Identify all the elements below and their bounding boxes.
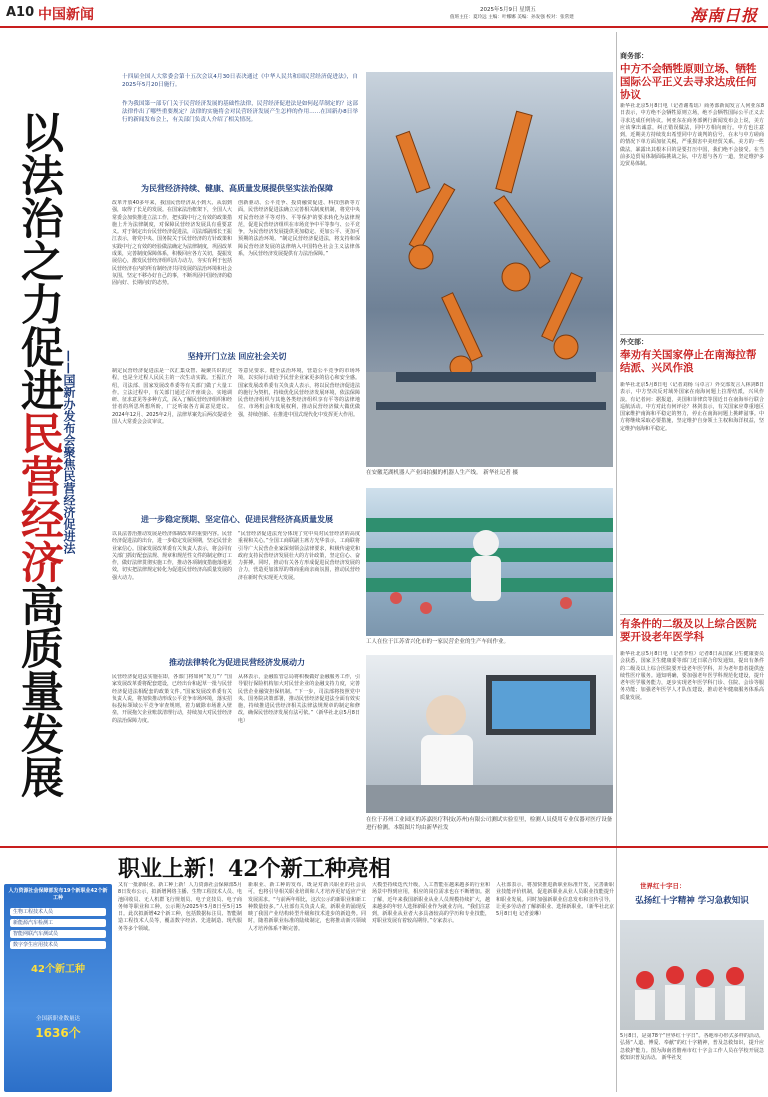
training-illustration xyxy=(620,920,764,1030)
masthead-logo: 海南日报 xyxy=(690,6,759,25)
lead-col8-body: 从林表示，金融监管总局将积极做好金融服务工作，引导银行保险机构加大对民营企业的金融支持力度，完善民营企业融资担保机制。“下一步，司法部将按照党中央、国务院决策部署，推动民营经济促进法全面有效实施，持续推进民营经济相关法律法规规章的制定和修改，确保民营经济发展有法可依。”（新华社北京5月8日电） xyxy=(238,674,360,724)
article-3-body: 新华社北京5月8日电（记者李恒）记者8日从国家卫生健康委员会获悉，国家卫生健康委等部门近日联合印发通知，提出有条件的二级及以上综合医院要开设老年医学科，并为老年患者提供连续性医疗服务。通知明确，要加强老年医学科规范化建设，提升老年医学服务能力，逐步实现老年医学科门诊、住院、会诊等服务功能；加强老年医学人才队伍建设，推动老年健康服务体系高质量发展。 xyxy=(620,651,764,701)
production-line-illustration xyxy=(366,488,613,636)
article-2-headline: 奉劝有关国家停止在南海拉帮结派、兴风作浪 xyxy=(620,349,757,374)
lab-photo-caption: 在位于苏州工业园区的苏嘉医疗科技(苏州)有限公司测试实验室里，检测人员使用专业仪器对医疗设备进行检测。本版图片均由新华社发 xyxy=(366,817,613,831)
infographic-title: 人力资源社会保障部发布19个新职业42个新工种 xyxy=(8,888,108,901)
robot-photo-caption: 在安徽芜湖机器人产业园拍摄的机器人生产线。 新华社记者 摄 xyxy=(366,470,518,476)
lead-subhead-4: 推动法律转化为促进民营经济发展动力 xyxy=(169,658,305,667)
lead-col3-body: 制定民营经济促进法是一次汇集众智、凝聚共识的过程，也是全过程人民民主的一次生动实践。王振江介绍，司法部、国家发展改革委等有关部门做了大量工作。立法过程中，有关部门通过召开座谈会、实地调研、征求意见等多种方式，深入了解民营经济组织和经营者的所思所想所盼，广泛听取各方面意见建议。2024年12月、2025年2月，法律草案先后两次提请全国人大常委会会议审议。 xyxy=(112,368,232,426)
right-rule-2 xyxy=(620,614,764,615)
article-3-headline: 有条件的二级及以上综合医院要开设老年医学科 xyxy=(620,618,757,643)
infographic-item-3: 智能网联汽车测试员 xyxy=(10,930,106,938)
article-1-headline: 中方不会牺牲原则立场、牺牲国际公平正义去寻求达成任何协议 xyxy=(620,63,757,101)
lead-headline xyxy=(4,110,62,798)
section-title: 中国新闻 xyxy=(38,7,94,23)
infographic-total: 1636个 xyxy=(35,1026,81,1040)
new-jobs-infographic xyxy=(4,884,112,1092)
right-rule-1 xyxy=(620,334,764,335)
lead-intro-2: 作为我国第一部专门关于民营经济发展的基础性法律，民营经济促进法是如何起草制定的？这部法律作出了哪些重要规定？法律的实施将会对民营经济发展产生怎样的作用……在国新办8日举行的新闻发布会上，有关部门负责人介绍了相关情况。 xyxy=(122,101,358,123)
masthead xyxy=(0,0,768,28)
redcross-caption: 5月8日，是第78个“世界红十字日”。各地举办形式多样的活动，弘扬“人道、博爱、奉献”的红十字精神，普及急救知识，提升应急救护能力。图为海南省儋州市红十字会工作人员在学校开展急救知识普及活动。 新华社发 xyxy=(620,1033,764,1061)
lead-col1-body: 改革开放40多年来，我国民营经济从小到大、从弱到强，取得了长足的发展。在国家法治框架下，全国人大常委会加快推进立法工作，把实践中行之有效的政策措施上升为法律制度，对保障民营经济发展具有重要意义。对于制定出台民营经济促进法，司法部副部长王振江表示，将党中央、国务院关于民营经济的方针政策和实践中行之有效的经验做法确定为法律制度，巩固改革成果，完善制度保障体系，积极回应各方关切，提振发展信心，激发民营经济组织活力动力，夯实有利于包括民营经济在内的所有制经济共同发展的法治环境和社会氛围，坚定不移办好自己的事，不断巩固中国经济的稳固向好、长期向好的态势。 xyxy=(112,200,232,287)
factory-photo-caption: 工人在位于江苏省兴化市的一家民营企业的生产车间作业。 xyxy=(366,639,510,645)
lab-testing-photo xyxy=(366,655,613,813)
infographic-count: 42个新工种 xyxy=(31,964,85,975)
redcross-kicker: 世界红十字日： xyxy=(640,882,686,890)
robot-assembly-photo xyxy=(366,72,613,467)
lead-kicker: ——国新办发布会聚焦民营经济促进法 xyxy=(62,350,76,554)
issue-date: 2025年5月9日 星期五 xyxy=(480,7,536,13)
bottom-col2-body: 新职业、新工种的发布，既是对新兴职业的社会认可，也将引导相关职业培训和人才培养更好适应产业发展需求。“与前两年相比，这次公示的新职业和新工种数量较多。”人社部有关负责人说，新职业的涌现反映了我国产业结构转型升级和技术进步的新趋势。同时，随着新职业标准的陆续制定，也将推动新兴领域人才培养体系不断完善。 xyxy=(248,882,366,932)
factory-worker-photo xyxy=(366,488,613,636)
headline-end: 高质量发展 xyxy=(14,583,64,798)
lead-col6-body: “民营经济促进法充分体现了党中央对民营经济的高度重视和关心。”全国工商联副主席方光华表示，工商联将引导广大民营企业家深刻领会法律要求，积极传递党和政府支持民营经济发展壮大的方针政策，坚定信心、奋力拼搏。同时，推动有关各方形成促进民营经济发展的合力，营造更加浓厚的尊商重商亲商氛围，推动民营经济在新时代实现更大发展。 xyxy=(238,531,360,581)
article-2-kicker: 外交部： xyxy=(620,338,648,346)
infographic-item-1: 生物工程技术人员 xyxy=(10,908,106,916)
lead-intro-1: 十四届全国人大常委会第十五次会议4月30日表决通过《中华人民共和国民营经济促进法》，自2025年5月20日施行。 xyxy=(122,74,358,88)
lead-col7-body: 民营经济促进法实施在即，各部门将如何“发力”？“国家发展改革委将配套建设，已经出台和起草一批与民营经济促进法相配套的政策文件。”国家发展改革委有关负责人说，将加快推动形成公平竞争市场环境，落实招标投标领域公平竞争审查规则，着力破除市场准入壁垒，开展拖欠企业账款清理行动，持续加大对民营经济的法治保障力度。 xyxy=(112,674,232,724)
lead-col5-body: 以良法善治推动发展是经济体制改革的重要内容。民营经济促进法的出台，进一步稳定发展预期，坚定民营企业家信心。国家发展改革委有关负责人表示，将会同有关部门抓好配套法规、规章和规范性文件的制定修订工作，做好法律贯彻实施工作，推动各项制度措施落地见效，切实把法律规定转化为促进民营经济高质量发展的强大动力。 xyxy=(112,531,232,581)
infographic-note: 全国新职业数量达 xyxy=(35,1016,80,1022)
article-1-kicker: 商务部： xyxy=(620,52,648,60)
editor-credits: 值班主任：夏玲远 主编：叶娜娜 美编：孙发强 校对：张常建 xyxy=(450,15,574,20)
lead-subhead-2: 坚持开门立法 回应社会关切 xyxy=(187,352,287,361)
masthead-rule xyxy=(0,26,768,28)
article-1-body: 新华社北京5月8日电（记者谢希瑶）商务部新闻发言人何亚东8日表示，中方绝不会牺牲原则立场，绝不会牺牲国际公平正义去寻求达成任何协议。何亚东在商务部例行新闻发布会上说，美方应该拿出诚意，纠正错误做法，同中方相向而行。中方也注意到，近期美方持续发出希望同中方谈判的信号，在未与中方磋商的情况下单方面加征关税，严重损害中美经贸关系。美方的一些做法，暴露出其根本目的是要打压中国，我们绝不会接受。在当前多边贸易体制面临挑战之际，中方愿与各方一道，坚定维护多边贸易体制。 xyxy=(620,103,764,168)
lead-col4-body: 等意见要求。健全法治环境，营造公平竞争的市场环境，以实际行动给予民营企业家更多的信心和安全感。国家发展改革委有关负责人表示，将以民营经济促进法的施行为契机，持续优化民营经济发展环境，依法保障民营经济组织与其他各类经济组织享有平等的法律地位、市场机会和发展权利，推动民营经济做大做优做强，持续创新、在推进中国式现代化中发挥更大作用。 xyxy=(238,368,360,418)
infographic-item-4: 数字孪生应用技术员 xyxy=(10,941,106,949)
lead-col2-body: 创新驱动、公平竞争、投资融资促进、科技创新等方面，民营经济促进法确立完善相关制度机制，将党中央对民营经济平等对待、平等保护的要求转化为法律规范，促进民营经济组织在市场竞争中平等参与、公平竞争，为民营经济发展提供更加稳定、更加公平、更加可预期的法治环境。“制定民营经济促进法，将支持和保障民营经济发展的法律纳入中国特色社会主义法律体系，为民营经济发展提供有力法治保障。” xyxy=(238,200,360,258)
redcross-headline: 弘扬红十字精神 学习急救知识 xyxy=(635,896,749,906)
bottom-section-rule xyxy=(0,846,768,848)
first-aid-training-photo xyxy=(620,920,764,1030)
infographic-item-2: 新能源汽车检测工 xyxy=(10,919,106,927)
lab-illustration xyxy=(366,655,613,813)
bottom-col1-body: 又有一批新职业、新工种上新！人力资源社会保障部5月8日发布公示，拟新增网络主播、生物工程技术人员、电池回收员、无人机群飞行规划员、电子竞技员、电子商务师等职业和工种。公示期为2025年5月8日至5月15日。此次拟新增42个新工种，包括数据标注员、智能制造工程技术人员等，覆盖数字经济、先进制造、现代服务等多个领域。 xyxy=(118,882,242,932)
robot-arm-illustration xyxy=(366,72,613,467)
bottom-headline: 职业上新！42个新工种亮相 xyxy=(118,856,391,882)
page-number: A10 xyxy=(6,5,35,20)
bottom-col4-body: 人社部表示，将加快推进新职业标准开发，完善新职业技能评价机制，促进新职业从业人员职业技能提升和职业发展。同时加强新职业信息发布和宣传引导，让更多劳动者了解新职业、选择新职业。（新华社北京5月8日电 记者姜琳） xyxy=(496,882,614,918)
bottom-col3-body: 大模型持续迭代升级，人工智能在越来越多的行业和场景中得到应用，相应的岗位需求也在不断增加。据了解，近年来我国新职业从业人员规模持续扩大，越来越多的年轻人选择新职业作为就业方向。“我们注意到，新职业从业者大多具备较高的学历和专业技能，对职业发展有着较高期待。”专家表示。 xyxy=(372,882,490,925)
article-2-body: 新华社北京5月8日电（记者刘杨 马卓言）外交部发言人林剑8日表示，中方坚决反对域外国家在南海问题上拉帮结派，兴风作浪。有记者问：据报道，美国和菲律宾等国近日在南海举行联合巡航活动。中方对此有何评论？林剑表示，有关国家应尊重地区国家维护南海和平稳定的努力，停止在南海问题上挑衅滋事。中方将继续采取必要措施，坚定维护自身领土主权和海洋权益，坚定维护南海和平稳定。 xyxy=(620,382,764,432)
lead-subhead-1: 为民营经济持续、健康、高质量发展提供坚实法治保障 xyxy=(141,184,333,193)
headline-highlight: 民营经济 xyxy=(14,411,64,583)
right-column-divider xyxy=(616,32,617,1092)
lead-subhead-3: 进一步稳定预期、坚定信心、促进民营经济高质量发展 xyxy=(141,515,333,524)
headline-main: 以法治之力促进 xyxy=(14,110,64,411)
